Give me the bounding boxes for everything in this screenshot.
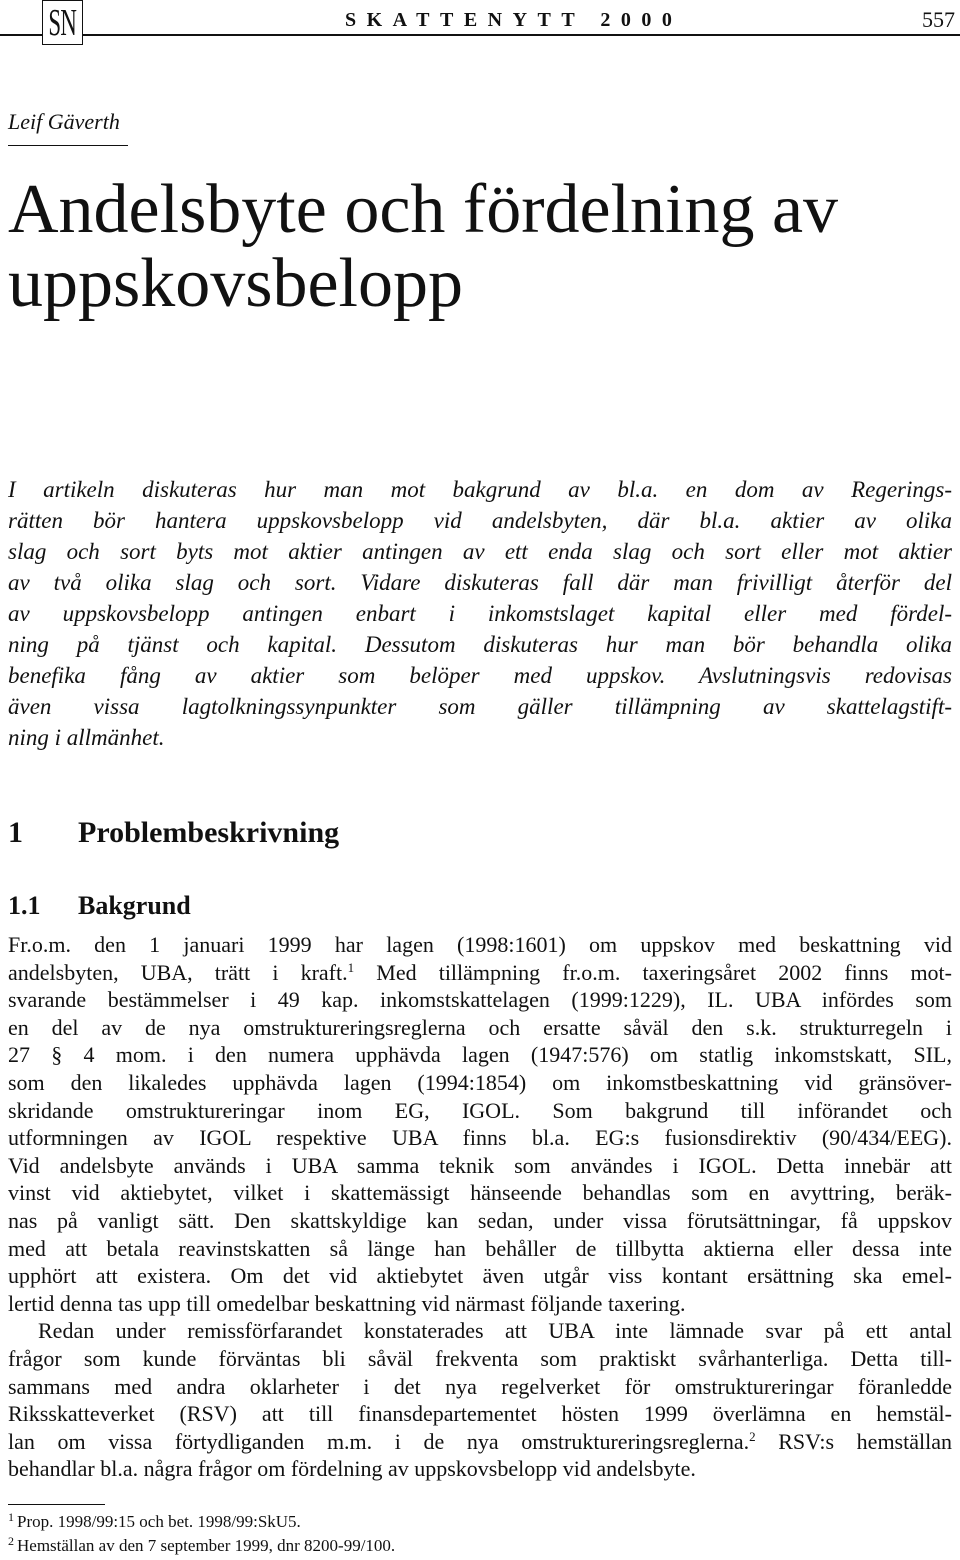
body-line: Vid andelsbyte används i UBA samma teknik som användes i IGOL. Detta innebär att bbox=[8, 1152, 952, 1178]
body-line: nas på vanligt sätt. Den skattskyldige kan sedan, under vissa förutsättningar, få uppskov bbox=[8, 1207, 952, 1233]
author-rule bbox=[8, 145, 128, 146]
subsection-number: 1.1 bbox=[8, 891, 41, 920]
subsection-title: Bakgrund bbox=[78, 891, 191, 920]
header-rule bbox=[0, 34, 960, 36]
footnote bbox=[8, 1534, 952, 1558]
author-name: Leif Gäverth bbox=[8, 109, 120, 134]
body-line: 27 § 4 mom. i den numera upphävda lagen (1947:576) om statlig inkomstskatt, SIL, bbox=[8, 1042, 952, 1068]
body-line: svarande bestämmelser i 49 kap. inkomstskattelagen (1999:1229), IL. UBA infördes som bbox=[8, 987, 952, 1013]
journal-logo-text: SN bbox=[48, 1, 77, 44]
body-line: med att betala reavinstskatten så länge han behåller de tillbytta aktierna eller dessa inte bbox=[8, 1235, 952, 1261]
body-text bbox=[8, 931, 952, 1483]
page-number: 557 bbox=[922, 7, 955, 32]
footnotes bbox=[8, 1510, 952, 1558]
body-line: sammans med andra oklarheter i det nya regelverket för omstruktureringar föranledde bbox=[8, 1373, 952, 1399]
body-line: Fr.o.m. den 1 januari 1999 har lagen (1998:1601) om uppskov med beskattning vid bbox=[8, 932, 952, 957]
footnote-rule bbox=[8, 1504, 105, 1505]
body-line: utformningen av IGOL respektive UBA finns bl.a. EG:s fusionsdirektiv (90/434/EEG). bbox=[8, 1125, 952, 1151]
body-line: vinst vid aktiebytet, vilket i skattemässigt hänseende behandlas som en avyttring, beräk- bbox=[8, 1180, 952, 1206]
abstract-line: ning i allmänhet. bbox=[8, 725, 165, 750]
footnote-marker: 1 bbox=[8, 1510, 14, 1524]
body-line bbox=[8, 1428, 952, 1456]
abstract-line: ning på tjänst och kapital. Dessutom diskuteras hur man bör behandla olika bbox=[8, 632, 952, 657]
abstract-line: slag och sort byts mot aktier antingen av ett enda slag och sort eller mot aktier bbox=[8, 539, 952, 564]
section-number: 1 bbox=[8, 816, 23, 849]
abstract-line: benefika fång av aktier som belöper med uppskov. Avslutningsvis redovisas bbox=[8, 663, 952, 688]
abstract bbox=[8, 474, 952, 753]
body-line: frågor som kunde förväntas bli såväl frekventa som praktiskt svårhanterliga. Detta till- bbox=[8, 1345, 952, 1371]
body-line: en del av de nya omstruktureringsreglerna och ersatte såväl den s.k. strukturregeln i bbox=[8, 1014, 952, 1040]
abstract-line: av uppskovsbelopp antingen enbart i inkomstslaget kapital eller med fördel- bbox=[8, 601, 952, 626]
footnote-text: Hemställan av den 7 september 1999, dnr 8200-99/100. bbox=[17, 1536, 396, 1555]
abstract-line: av två olika slag och sort. Vidare diskuteras fall där man frivilligt återför del bbox=[8, 570, 952, 595]
article-title-line: uppskovsbelopp bbox=[8, 245, 463, 322]
body-line: skridande omstruktureringar inom EG, IGOL. Som bakgrund till införandet och bbox=[8, 1097, 952, 1123]
footnote-text: Prop. 1998/99:15 och bet. 1998/99:SkU5. bbox=[17, 1512, 301, 1531]
footnote-reference: 1 bbox=[347, 959, 355, 975]
abstract-line: rätten bör hantera uppskovsbelopp vid andelsbyten, där bl.a. aktier av olika bbox=[8, 508, 952, 533]
body-line: upphört att existera. Om det vid aktiebytet även utgår viss kontant ersättning ska emel- bbox=[8, 1263, 952, 1289]
article-title bbox=[8, 173, 952, 321]
body-line-text: Med tillämpning fr.o.m. taxeringsåret 2002 finns mot- bbox=[354, 959, 952, 985]
body-line-text: lan om vissa förtydliganden m.m. i de nya omstruktureringsreglerna. bbox=[8, 1428, 750, 1454]
body-line: Riksskatteverket (RSV) att till finansdepartementet hösten 1999 överlämna en hemstäl- bbox=[8, 1401, 952, 1427]
subsection-heading bbox=[8, 890, 191, 922]
body-line-text: andelsbyten, UBA, trätt i kraft. bbox=[8, 959, 348, 985]
article-title-line: Andelsbyte och fördelning av bbox=[8, 171, 839, 248]
footnote bbox=[8, 1510, 952, 1534]
body-line: Redan under remissförfarandet konstaterades att UBA inte lämnade svar på ett antal bbox=[38, 1318, 952, 1344]
body-line bbox=[8, 959, 952, 987]
section-heading bbox=[8, 815, 339, 851]
abstract-line: I artikeln diskuteras hur man mot bakgrund av bl.a. en dom av Regerings- bbox=[8, 477, 952, 502]
body-line-text: RSV:s hemställan bbox=[755, 1428, 952, 1454]
section-title: Problembeskrivning bbox=[78, 816, 340, 849]
body-line: lertid denna tas upp till omedelbar beskattning vid närmast följande taxering. bbox=[8, 1290, 686, 1316]
body-line: behandlar bl.a. några frågor om fördelning av uppskovsbelopp vid andelsbyte. bbox=[8, 1456, 696, 1482]
journal-logo bbox=[42, 0, 83, 45]
abstract-line: även vissa lagtolkningssynpunkter som gäller tillämpning av skattelagstift- bbox=[8, 694, 952, 719]
journal-name: SKATTENYTT 2000 bbox=[345, 9, 683, 31]
footnote-marker: 2 bbox=[8, 1534, 14, 1548]
body-line: som den likaledes upphävda lagen (1994:1854) om inkomstbeskattning vid gränsöver- bbox=[8, 1069, 952, 1095]
footnote-reference: 2 bbox=[749, 1428, 756, 1444]
